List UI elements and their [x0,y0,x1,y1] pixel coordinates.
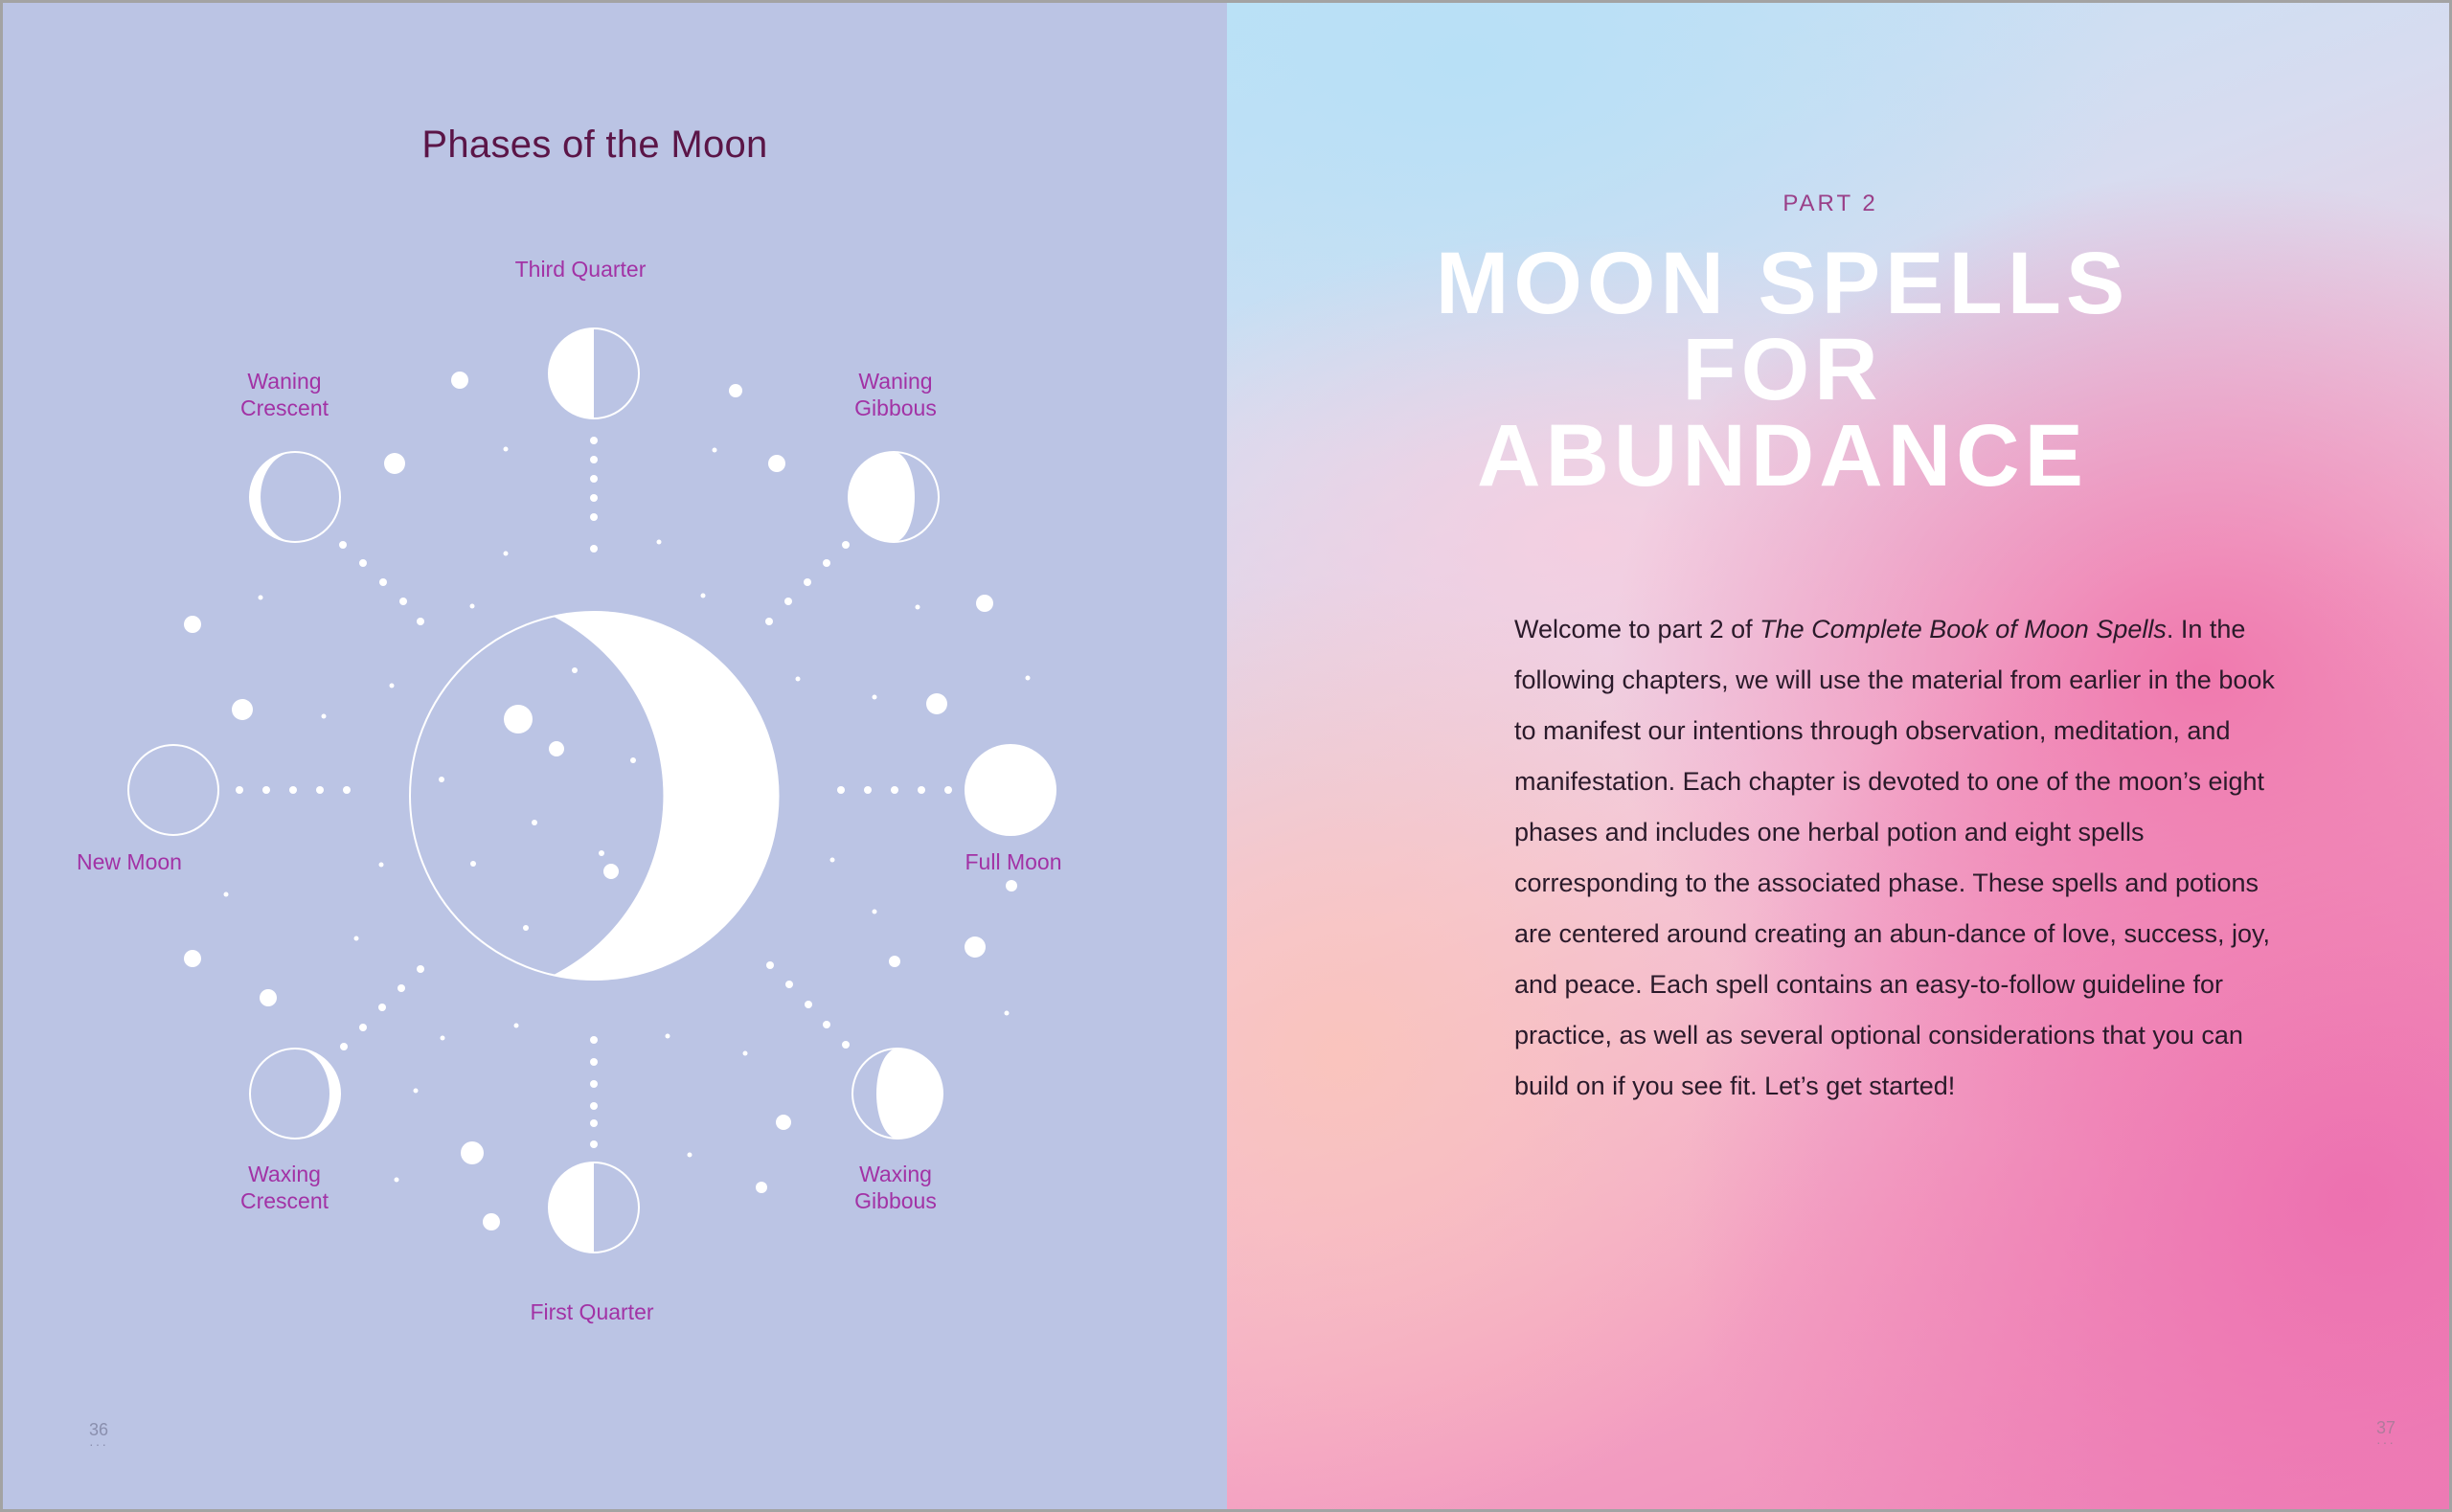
right-page-number-text: 37 [2375,1418,2396,1437]
full-moon [965,744,1056,836]
book-title: The Complete Book of Moon Spells [1760,615,2167,643]
headline-line-1: MOON SPELLS [1435,235,2130,332]
new-moon [128,745,218,835]
central-crescent-moon [410,612,780,980]
intro-text: Welcome to part 2 of [1514,615,1760,643]
right-page-number [2357,1418,2415,1450]
dotted-connectors [236,437,952,1148]
left-page [3,3,1227,1512]
part-label: PART 2 [1782,191,1878,216]
moon-phase-diagram [3,3,1227,1512]
waxing-crescent-moon [250,1049,340,1139]
third-quarter-moon [549,328,639,418]
label-first-quarter: First Quarter [530,1299,654,1324]
label-waxing-crescent: Waxing Crescent [239,1162,329,1213]
chapter-headline [1351,235,2214,505]
left-page-number [70,1420,127,1452]
label-waning-crescent: Waning Crescent [239,369,329,420]
label-full-moon: Full Moon [965,849,1062,874]
first-quarter-moon [549,1162,639,1252]
central-moon-craters [439,667,636,931]
intro-rest: . In the following chapters, we will use the material from earlier in the book to manifest our intentions through observation, meditation, and manifestation. Each chapter is devoted to one of the moon’s eight phases and includes one herbal potion and eight spells corresponding to the associated phase. These spells and potions are centered around creating an abun-dance of love, success, joy, and peace. Each spell contains an easy-to-follow guideline for practice, as well as several optional considerations that you can build on if you see fit. Let’s get started! [1514,615,2275,1100]
left-page-number-text: 36 [88,1420,109,1439]
waxing-gibbous-moon [852,1049,942,1139]
waning-gibbous-moon [849,452,939,542]
label-new-moon: New Moon [77,849,182,874]
label-waxing-gibbous: Waxing Gibbous [854,1162,937,1213]
headline-line-2: FOR [1682,321,1883,418]
headline-line-3: ABUNDANCE [1477,407,2088,505]
page-title: Phases of the Moon [421,124,768,166]
intro-paragraph [1514,604,2300,1112]
right-page [1227,3,2452,1512]
left-page-number-dots: ··· [89,1436,108,1452]
waning-crescent-moon [250,452,340,542]
label-third-quarter: Third Quarter [514,257,647,282]
right-page-number-dots: ··· [2376,1434,2395,1450]
label-waning-gibbous: Waning Gibbous [854,369,937,420]
